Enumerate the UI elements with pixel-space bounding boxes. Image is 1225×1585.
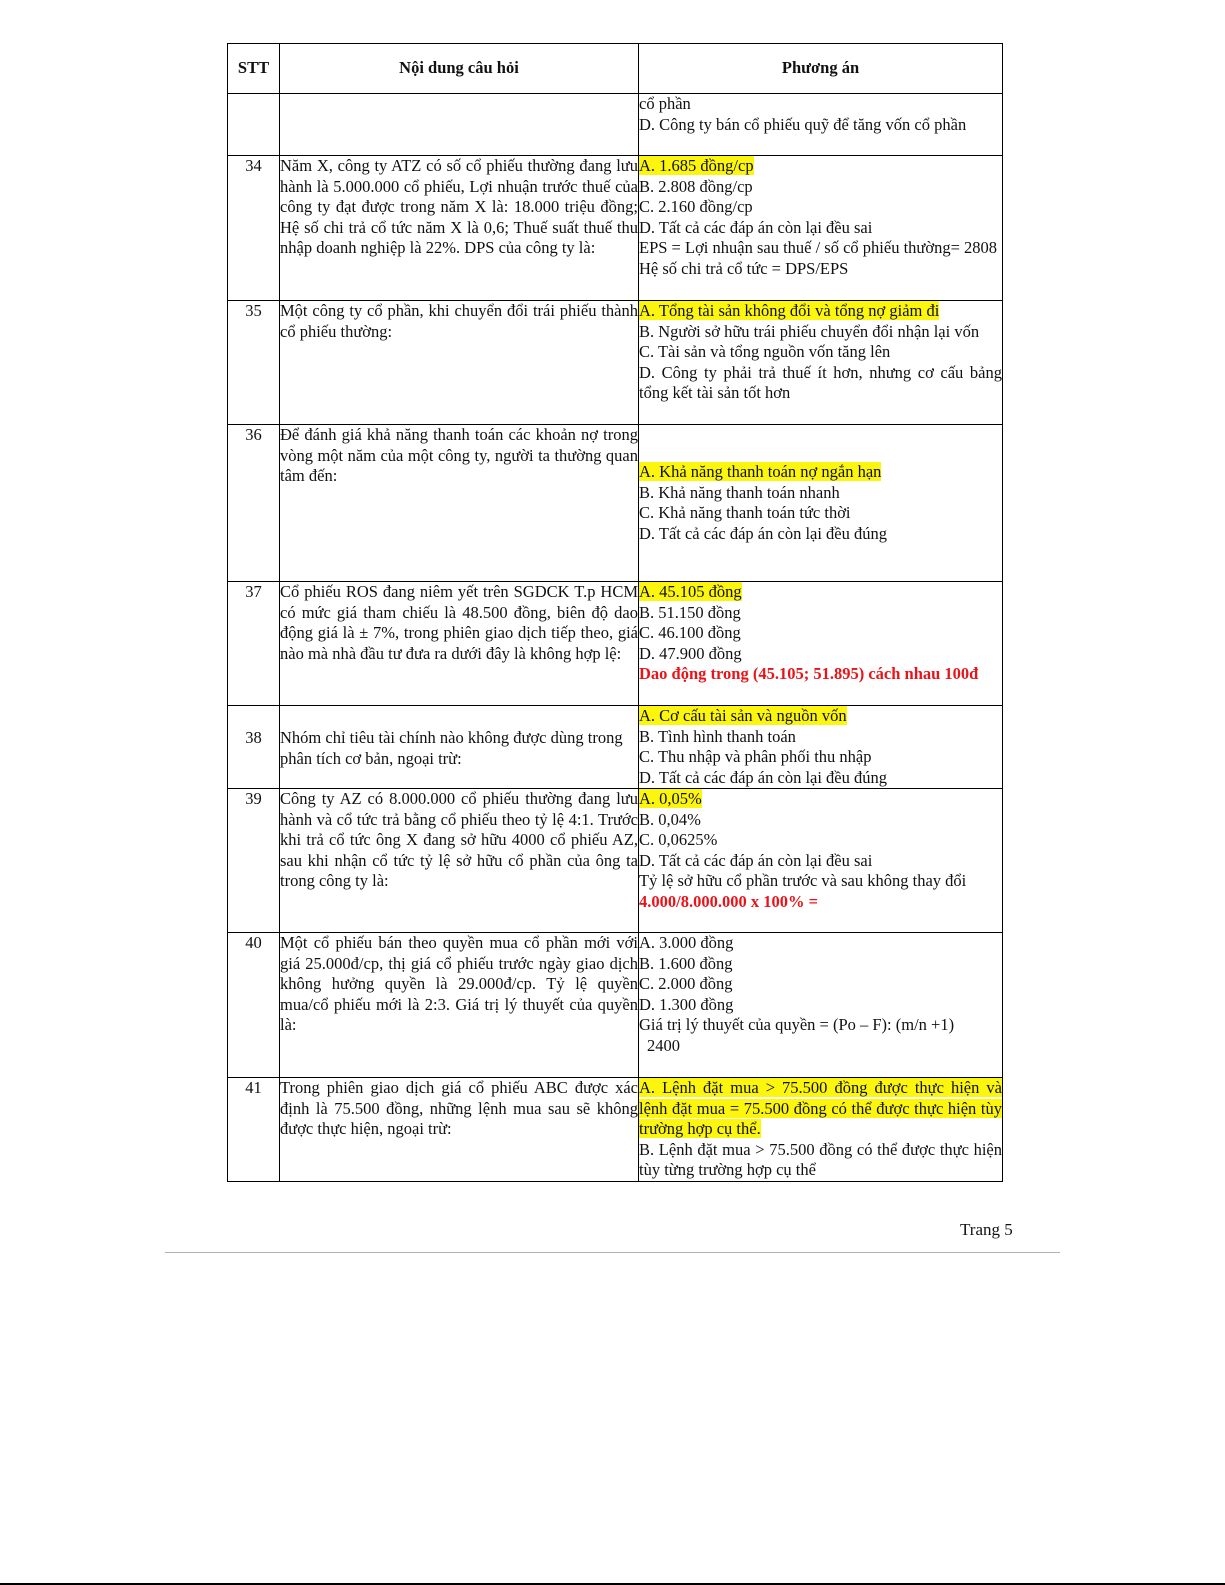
question-table [227,43,1003,1182]
option-line [639,582,1002,603]
option-text: D. Tất cả các đáp án còn lại đều đúng [639,767,888,787]
option-line [639,1015,1002,1036]
row-options [639,156,1003,301]
table-header-row [228,44,1003,94]
table-row [228,425,1003,582]
page-number: Trang 5 [960,1220,1013,1239]
option-line [639,342,1002,363]
row-question: Năm X, công ty ATZ có số cổ phiếu thường đang lưu hành là 5.000.000 cổ phiếu, Lợi nhuận trước thuế của công ty đạt được trong năm X là: 18.000 triệu đồng; Hệ số chi trả cổ tức năm X là 0,6; Thuế suất thuế thu nhập doanh nghiệp là 22%. DPS của công ty là: [280,156,639,301]
option-line [639,974,1002,995]
option-line [639,301,1002,322]
option-line [639,218,1002,239]
option-line [639,238,1002,259]
option-line [639,768,1002,789]
answer-note: Dao động trong (45.105; 51.895) cách nhau 100đ [639,664,979,683]
option-line [639,259,1002,280]
option-text: EPS = Lợi nhuận sau thuế / số cổ phiếu thường= 2808 [639,238,998,257]
table-row [228,94,1003,156]
row-question: Công ty AZ có 8.000.000 cổ phiếu thường đang lưu hành và cổ tức trả bằng cổ phiếu theo tỷ lệ 4:1. Trước khi trả cổ tức ông X đang sở hữu 4000 cổ phiếu AZ, sau khi nhận cổ tức tỷ lệ sở hữu cổ phần của ông ta trong công ty là: [280,789,639,933]
option-text: B. 1.600 đồng [639,953,733,973]
row-question [280,94,639,156]
option-text: Giá trị lý thuyết của quyền = (Po – F): (m/n +1) [639,1015,955,1034]
option-text: D. 47.900 đồng [639,643,742,663]
option-text: D. Công ty bán cổ phiếu quỹ để tăng vốn cổ phần [639,114,967,134]
footer-divider [165,1252,1060,1253]
option-line [639,1036,1002,1057]
option-line [639,851,1002,872]
option-text: C. 2.160 đồng/cp [639,197,753,216]
option-text: B. 2.808 đồng/cp [639,176,753,196]
table-row [228,933,1003,1078]
row-question: Để đánh giá khả năng thanh toán các khoản nợ trong vòng một năm của một công ty, người ta thường quan tâm đến: [280,425,639,582]
option-line [639,892,1002,913]
option-text: C. Khả năng thanh toán tức thời [639,503,851,522]
row-question: Trong phiên giao dịch giá cổ phiếu ABC được xác định là 75.500 đồng, những lệnh mua sau sẽ không được thực hiện, ngoại trừ: [280,1078,639,1182]
option-line [639,747,1002,768]
table-row [228,156,1003,301]
row-stt: 34 [228,156,280,301]
table-row [228,1078,1003,1182]
correct-answer-highlight: A. Lệnh đặt mua > 75.500 đồng được thực hiện và lệnh đặt mua = 75.500 đồng có thể được thực hiện tùy trường hợp cụ thể. [639,1078,1002,1138]
option-text: D. Tất cả các đáp án còn lại đều sai [639,850,873,870]
row-stt: 35 [228,301,280,425]
option-text: Hệ số chi trả cổ tức = DPS/EPS [639,258,849,278]
option-line [639,830,1002,851]
table-row [228,706,1003,789]
row-stt: 41 [228,1078,280,1182]
option-text: Tỷ lệ sở hữu cổ phần trước và sau không thay đổi [639,871,967,890]
option-line [639,789,1002,810]
option-line [639,1140,1002,1181]
row-question: Một cổ phiếu bán theo quyền mua cổ phần mới với giá 25.000đ/cp, thị giá cổ phiếu trước ngày giao dịch không hưởng quyền là 29.000đ/cp. Tỷ lệ quyền mua/cổ phiếu mới là 2:3. Giá trị lý thuyết của quyền là: [280,933,639,1078]
row-options [639,706,1003,789]
option-line [639,177,1002,198]
correct-answer-highlight: A. 0,05% [639,789,702,808]
option-text: B. Tình hình thanh toán [639,726,796,746]
option-line [639,871,1002,892]
option-text: D. Công ty phải trả thuế ít hơn, nhưng cơ cấu bảng tổng kết tài sản tốt hơn [639,362,1002,402]
row-options [639,582,1003,706]
header-stt: STT [228,44,280,94]
option-text: C. Tài sản và tổng nguồn vốn tăng lên [639,342,891,361]
table-row [228,582,1003,706]
row-options [639,425,1003,582]
option-line [639,503,1002,524]
correct-answer-highlight: A. 45.105 đồng [639,582,742,601]
row-options [639,301,1003,425]
option-text: D. 1.300 đồng [639,994,734,1014]
row-options [639,789,1003,933]
option-text: A. 3.000 đồng [639,933,734,952]
table-row [228,789,1003,933]
row-stt: 38 [228,706,280,789]
row-options [639,933,1003,1078]
option-text: C. Thu nhập và phân phối thu nhập [639,747,872,766]
row-stt [228,94,280,156]
option-line [639,644,1002,665]
option-line [639,462,1002,483]
row-options [639,94,1003,156]
row-question: Nhóm chỉ tiêu tài chính nào không được dùng trong phân tích cơ bản, ngoại trừ: [280,706,639,789]
option-line [639,727,1002,748]
option-line [639,197,1002,218]
correct-answer-highlight: A. Khả năng thanh toán nợ ngắn hạn [639,462,882,481]
option-text: B. Người sở hữu trái phiếu chuyển đổi nhận lại vốn [639,321,980,341]
row-stt: 40 [228,933,280,1078]
option-line [639,810,1002,831]
option-line [639,664,1002,685]
answer-note: 4.000/8.000.000 x 100% = [639,891,818,911]
header-options: Phương án [639,44,1003,94]
correct-answer-highlight: A. Cơ cấu tài sản và nguồn vốn [639,706,847,725]
option-line [639,524,1002,545]
option-line [639,94,1002,115]
option-line [639,995,1002,1016]
option-line [639,483,1002,504]
option-line [639,706,1002,727]
option-text: C. 0,0625% [639,830,718,849]
option-line [639,954,1002,975]
row-options [639,1078,1003,1182]
correct-answer-highlight: A. Tổng tài sản không đổi và tổng nợ giảm đi [639,301,940,320]
row-question: Cổ phiếu ROS đang niêm yết trên SGDCK T.p HCM có mức giá tham chiếu là 48.500 đồng, biên độ dao động giá là ± 7%, trong phiên giao dịch tiếp theo, giá nào mà nhà đầu tư đưa ra dưới đây là không hợp lệ: [280,582,639,706]
row-stt: 36 [228,425,280,582]
option-text: B. 51.150 đồng [639,602,741,622]
option-line [639,933,1002,954]
option-text: cổ phần [639,94,691,113]
row-question: Một công ty cổ phần, khi chuyển đổi trái phiếu thành cổ phiếu thường: [280,301,639,425]
row-stt: 37 [228,582,280,706]
header-question: Nội dung câu hỏi [280,44,639,94]
option-line [639,115,1002,136]
option-line [639,363,1002,404]
option-text: B. 0,04% [639,809,701,829]
option-text: C. 46.100 đồng [639,623,741,642]
option-line [639,156,1002,177]
correct-answer-highlight: A. 1.685 đồng/cp [639,156,754,175]
option-text: D. Tất cả các đáp án còn lại đều sai [639,217,873,237]
option-line [639,603,1002,624]
row-stt: 39 [228,789,280,933]
option-line [639,623,1002,644]
option-text: D. Tất cả các đáp án còn lại đều đúng [639,523,888,543]
option-line [639,1078,1002,1140]
option-text: C. 2.000 đồng [639,974,733,993]
option-line [639,322,1002,343]
table-row [228,301,1003,425]
option-text: B. Khả năng thanh toán nhanh [639,482,840,502]
option-text: 2400 [647,1035,680,1055]
option-text: B. Lệnh đặt mua > 75.500 đồng có thể được thực hiện tùy từng trường hợp cụ thể [639,1139,1002,1179]
